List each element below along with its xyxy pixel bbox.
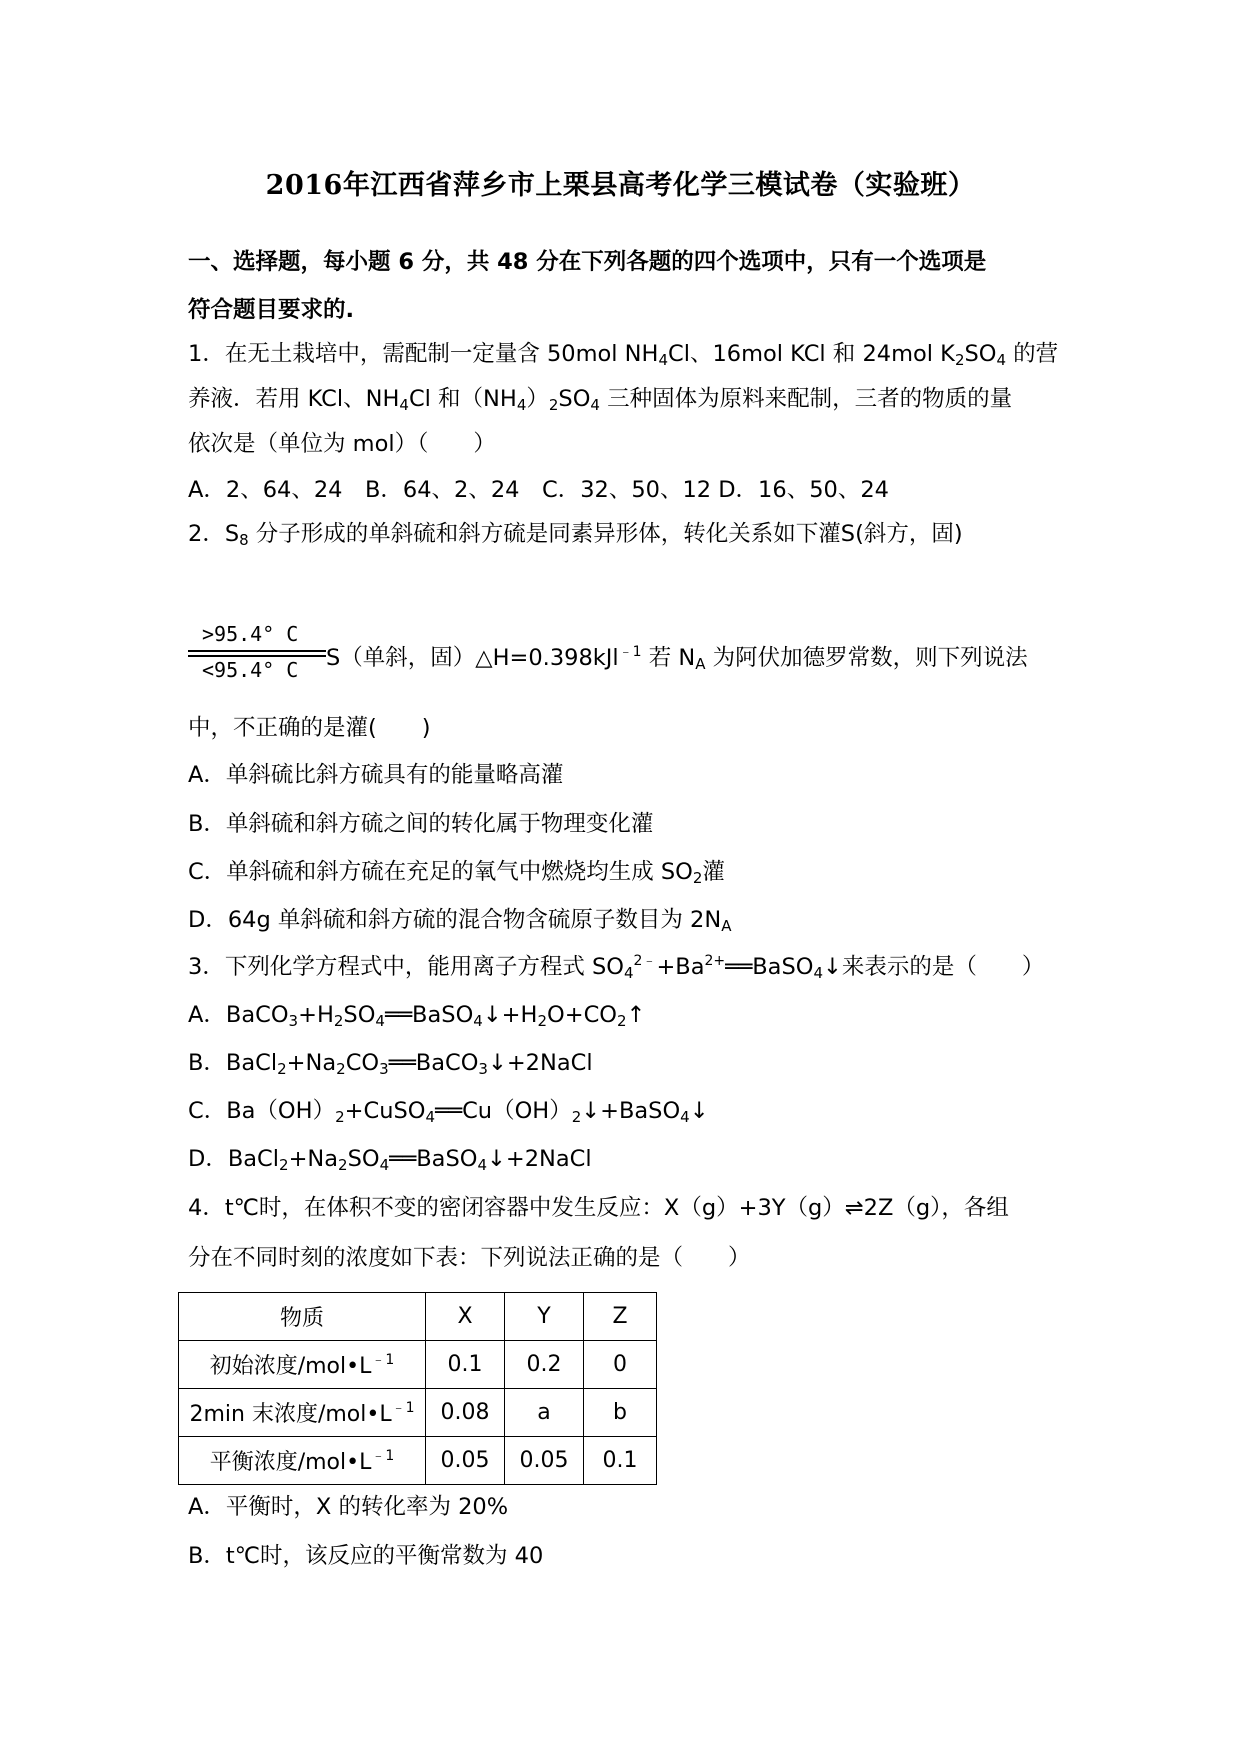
condition-below: <95.4° C: [202, 658, 299, 682]
q4-option-b: B．t℃时，该反应的平衡常数为 40: [188, 1543, 544, 1569]
reaction-condition-arrows: [188, 622, 326, 684]
table-row: [179, 1341, 657, 1389]
table-row: [179, 1437, 657, 1485]
condition-above: >95.4° C: [202, 622, 299, 646]
q2-option-b: B．单斜硫和斜方硫之间的转化属于物理变化灌: [188, 811, 654, 837]
section-heading-line2: 符合题目要求的.: [188, 297, 355, 323]
arrow-line-upper: [188, 650, 326, 652]
q3-option-d: D．$BaCl_2+Na_2SO_4══BaSO_4↓+2NaCl$: [188, 1146, 592, 1174]
q3-option-c: C．$Ba(OH)_2+CuSO_4══Cu(OH)_2↓+BaSO_4↓$: [188, 1098, 709, 1126]
q3-option-b: B．$BaCl_2+Na_2CO_3══BaCO_3↓+2NaCl$: [188, 1050, 593, 1078]
table-row-label: 初始浓度$/mol•L^{﹣1}$: [179, 1341, 426, 1389]
table-header-cell: X: [426, 1293, 505, 1341]
q2-option-c: C．单斜硫和斜方硫在充足的氧气中燃烧均生成 $SO_2$灌: [188, 859, 725, 887]
table-row-label: 平衡浓度$/mol•L^{﹣1}$: [179, 1437, 426, 1485]
q2-stem-line2: S（单斜，固）△H=0.398kJl$^{﹣1}$ 若 $N_A$ 为阿伏加德罗常数，则下列说法: [326, 644, 1028, 673]
table-header-cell: Y: [505, 1293, 584, 1341]
q1-options: A．2、64、24 B．64、2、24 C．32、50、12 D．16、50、24: [188, 477, 889, 503]
q2-stem-line1: 2．$S_8$ 分子形成的单斜硫和斜方硫是同素异形体，转化关系如下灌S(斜方，固): [188, 521, 963, 549]
table-cell: b: [584, 1389, 657, 1437]
q4-stem-line1: 4．t℃时，在体积不变的密闭容器中发生反应：X（g）+3Y（g）⇌2Z（g），各组: [188, 1195, 1009, 1221]
q4-option-a: A．平衡时，X 的转化率为 20%: [188, 1494, 509, 1520]
q2-option-d: D．64g 单斜硫和斜方硫的混合物含硫原子数目为 $2N_A$: [188, 907, 732, 935]
q3-stem: 3．下列化学方程式中，能用离子方程式 $SO_4^{2﹣}+Ba^{2+}══BaSO_4↓$来表示的是（ ）: [188, 953, 1045, 982]
table-cell: 0.1: [584, 1437, 657, 1485]
arrow-line-lower: [188, 655, 326, 657]
q1-stem-line1: 1．在无土栽培中，需配制一定量含 50mol $NH_4Cl$、16mol KCl 和 24mol $K_2SO_4$ 的营: [188, 341, 1059, 369]
table-header-cell: Z: [584, 1293, 657, 1341]
table-header-row: [179, 1293, 657, 1341]
page-title: 2016年江西省萍乡市上栗县高考化学三模试卷（实验班）: [265, 170, 976, 201]
table-cell: 0.05: [505, 1437, 584, 1485]
table-row-label: 2min 末浓度$/mol•L^{﹣1}$: [179, 1389, 426, 1437]
table-cell: 0.08: [426, 1389, 505, 1437]
q2-option-a: A．单斜硫比斜方硫具有的能量略高灌: [188, 762, 564, 788]
table-cell: 0.05: [426, 1437, 505, 1485]
concentration-table: [178, 1292, 657, 1485]
q3-option-a: A．$BaCO_3+H_2SO_4══BaSO_4↓+H_2O+CO_2↑$: [188, 1002, 646, 1030]
section-heading-line1: 一、选择题，每小题 6 分，共 48 分在下列各题的四个选项中，只有一个选项是: [188, 249, 987, 275]
table-cell: 0.2: [505, 1341, 584, 1389]
table-row: [179, 1389, 657, 1437]
q1-stem-line2: 养液．若用 KCl、$NH_4Cl$ 和$(NH_4)_2SO_4$ 三种固体为原料来配制，三者的物质的量: [188, 386, 1013, 414]
table-cell: a: [505, 1389, 584, 1437]
table-cell: 0: [584, 1341, 657, 1389]
table-cell: 0.1: [426, 1341, 505, 1389]
q4-stem-line2: 分在不同时刻的浓度如下表：下列说法正确的是（ ）: [188, 1245, 751, 1271]
q2-stem-line3: 中，不正确的是灌( ): [188, 715, 431, 741]
table-header-cell: 物质: [179, 1293, 426, 1341]
q1-stem-line3: 依次是（单位为 mol）（ ）: [188, 431, 496, 457]
